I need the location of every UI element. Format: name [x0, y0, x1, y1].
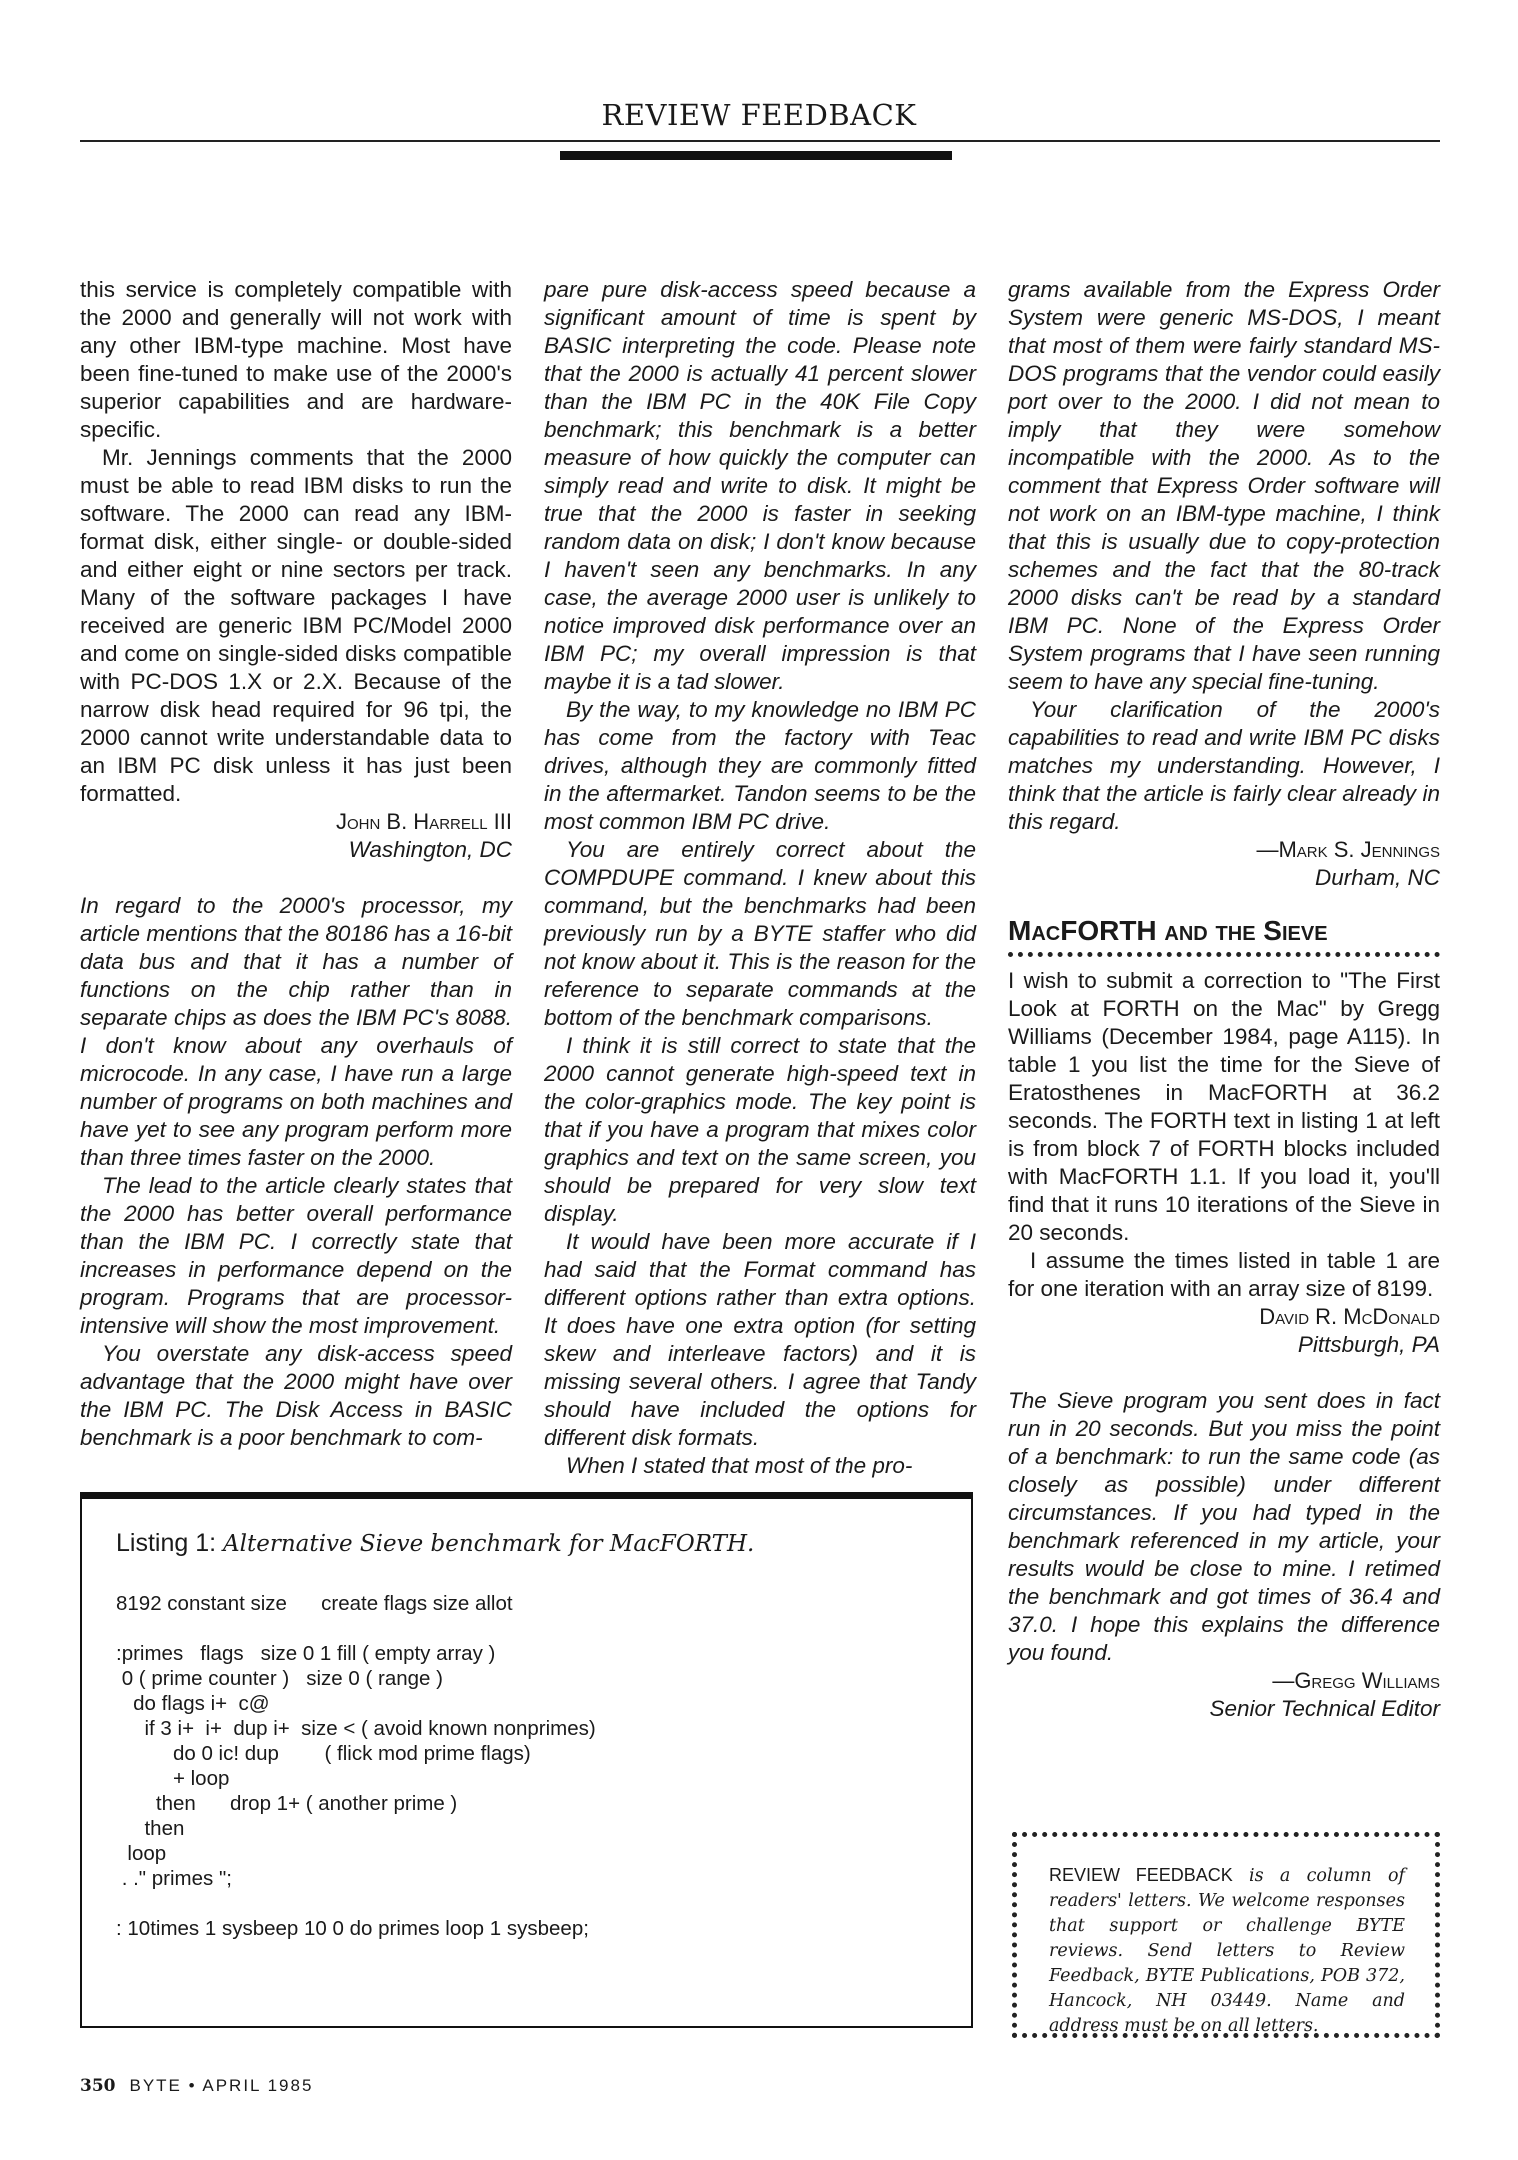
column-1 — [80, 276, 512, 1452]
reply-paragraph: Your clarification of the 2000's capabilities to read and write IBM PC disks matches my understanding. However, I think that the article is fairly clear already in this regard. — [1008, 697, 1440, 834]
column-2 — [544, 276, 976, 1480]
page-number: 350 — [80, 2076, 116, 2096]
reply-paragraph: You overstate any disk-access speed advantage that the 2000 might have over the IBM PC. The Disk Access in BASIC benchmark is a poor benchmark to com- — [80, 1341, 512, 1450]
listing-code: 8192 constant size create flags size allot :primes flags size 0 1 fill ( empty array ) 0 ( prime counter ) size 0 ( range ) do flags i+ c@ if 3 i+ i+ dup i+ size < ( avoid known nonprimes) do 0 ic! dup ( flick mod prime flags) + loop then drop 1+ ( another prime ) then loop . ." primes "; : 10times 1 sysbeep 10 0 do primes loop 1 sysbeep; — [116, 1592, 596, 1940]
reply-paragraph: When I stated that most of the pro- — [566, 1453, 913, 1478]
reply-paragraph: pare pure disk-access speed because a significant amount of time is spent by BASIC interpreting the code. Please note that the 2000 is actually 41 percent slower than the IBM PC in the 40K File Copy benchmark; this benchmark is a better measure of how quickly the computer can simply read and write to disk. It might be true that the 2000 is faster in seeking random data on disk; I don't know because I haven't seen any benchmarks. In any case, the average 2000 user is unlikely to notice improved disk performance over an IBM PC; my overall impression is that maybe it is a tad slower. — [544, 277, 976, 694]
header-rule — [80, 140, 1440, 142]
reply-paragraph: The lead to the article clearly states that the 2000 has better overall performance than the IBM PC. I correctly state that increases in performance depend on the program. Programs that are processor-intensive will show the most improvement. — [80, 1173, 512, 1338]
reply-paragraph: I think it is still correct to state that the 2000 cannot generate high-speed text in the color-graphics mode. The key point is that if you have a program that mixes color graphics and text on the same screen, you should be prepared for very slow text display. — [544, 1033, 976, 1226]
signature: —Mark S. Jennings — [1256, 837, 1440, 862]
note-text: is a column of readers' letters. We welcome responses that support or challenge BYTE reviews. Send letters to Review Feedback, BYTE Publications, POB 372, Hancock, NH 03449. Name and address must be on all letters. — [1049, 1866, 1405, 2036]
signature: David R. McDonald — [1259, 1304, 1440, 1329]
reply-paragraph: It would have been more accurate if I had said that the Format command has different options rather than extra options. It does have one extra option (for setting skew and interleave factors) and it is missing several others. I agree that Tandy should have included the options for different disk formats. — [544, 1229, 976, 1450]
paragraph: this service is completely compatible with the 2000 and generally will not work with any other IBM-type machine. Most have been fine-tuned to make use of the 2000's superior capabilities and are hardware-specific. — [80, 277, 512, 442]
listing-title — [116, 1529, 754, 1558]
listing-box — [80, 1492, 973, 2028]
signature-place: Pittsburgh, PA — [1297, 1332, 1440, 1357]
header-bar — [560, 151, 952, 160]
listing-label: Listing 1: — [116, 1529, 217, 1557]
paragraph: Mr. Jennings comments that the 2000 must be able to read IBM disks to run the software. The 2000 can read any IBM-format disk, either single- or double-sided and either eight or nine sectors per track. Many of the software packages I have received are generic IBM PC/Model 2000 and come on single-sided disks compatible with PC-DOS 1.X or 2.X. Because of the narrow disk head required for 96 tpi, the 2000 cannot write understandable data to an IBM PC disk unless it has just been formatted. — [80, 445, 512, 806]
reply-paragraph: In regard to the 2000's processor, my article mentions that the 80186 has a 16-bit data bus and that it has a number of functions on the chip rather than in separate chips as does the IBM PC's 8088. I don't know about any overhauls of microcode. In any case, I have run a large number of programs on both machines and have yet to see any program perform more than three times faster on the 2000. — [80, 893, 512, 1170]
dotted-rule — [1008, 952, 1440, 957]
letter-heading: MacFORTH and the Sieve — [1008, 915, 1328, 946]
paragraph: I wish to submit a correction to "The First Look at FORTH on the Mac" by Gregg Williams (December 1984, page A115). In table 1 you list the time for the Sieve of Eratosthenes in MacFORTH at 36.2 seconds. The FORTH text in listing 1 at left is from block 7 of FORTH blocks included with MacFORTH 1.1. If you load it, you'll find that it runs 10 iterations of the Sieve in 20 seconds. — [1008, 968, 1440, 1245]
paragraph: I assume the times listed in table 1 are for one iteration with an array size of 8199. — [1008, 1248, 1440, 1301]
signature-title: Senior Technical Editor — [1209, 1696, 1440, 1721]
column-3 — [1008, 276, 1440, 1723]
signature-place: Washington, DC — [348, 837, 512, 862]
listing-caption: Alternative Sieve benchmark for MacFORTH. — [223, 1531, 755, 1557]
section-header: REVIEW FEEDBACK — [601, 98, 917, 132]
reply-paragraph: By the way, to my knowledge no IBM PC has come from the factory with Teac drives, although they are commonly fitted in the aftermarket. Tandon seems to be the most common IBM PC drive. — [544, 697, 976, 834]
page-footer — [80, 2076, 313, 2096]
reply-paragraph: grams available from the Express Order System were generic MS-DOS, I meant that most of them were fairly standard MS-DOS programs that the vendor could easily port over to the 2000. I did not mean to imply that they were somehow incompatible with the 2000. As to the comment that Express Order software will not work on an IBM-type machine, I think that this is usually due to copy-protection schemes and the fact that the 80-track 2000 disks can't be read by a standard IBM PC. None of the Express Order System programs that I have seen running seem to have any special fine-tuning. — [1008, 277, 1440, 694]
signature: —Gregg Williams — [1272, 1668, 1440, 1693]
publication-info: BYTE • APRIL 1985 — [129, 2076, 314, 2095]
reply-paragraph: The Sieve program you sent does in fact run in 20 seconds. But you miss the point of a benchmark: to run the same code (as closely as possible) under different circumstances. If you had typed in the benchmark referenced in my article, your results would be close to mine. I retimed the benchmark and got times of 36.4 and 37.0. I hope this explains the difference you found. — [1008, 1388, 1440, 1665]
signature-place: Durham, NC — [1314, 865, 1440, 890]
note-lead: REVIEW FEEDBACK — [1049, 1865, 1233, 1885]
column-note-box — [1012, 1832, 1440, 2038]
signature: John B. Harrell III — [335, 809, 512, 834]
reply-paragraph: You are entirely correct about the COMPDUPE command. I knew about this command, but the benchmarks had been previously run by a BYTE staffer who did not know about it. This is the reason for the reference to separate commands at the bottom of the benchmark comparisons. — [544, 837, 976, 1030]
